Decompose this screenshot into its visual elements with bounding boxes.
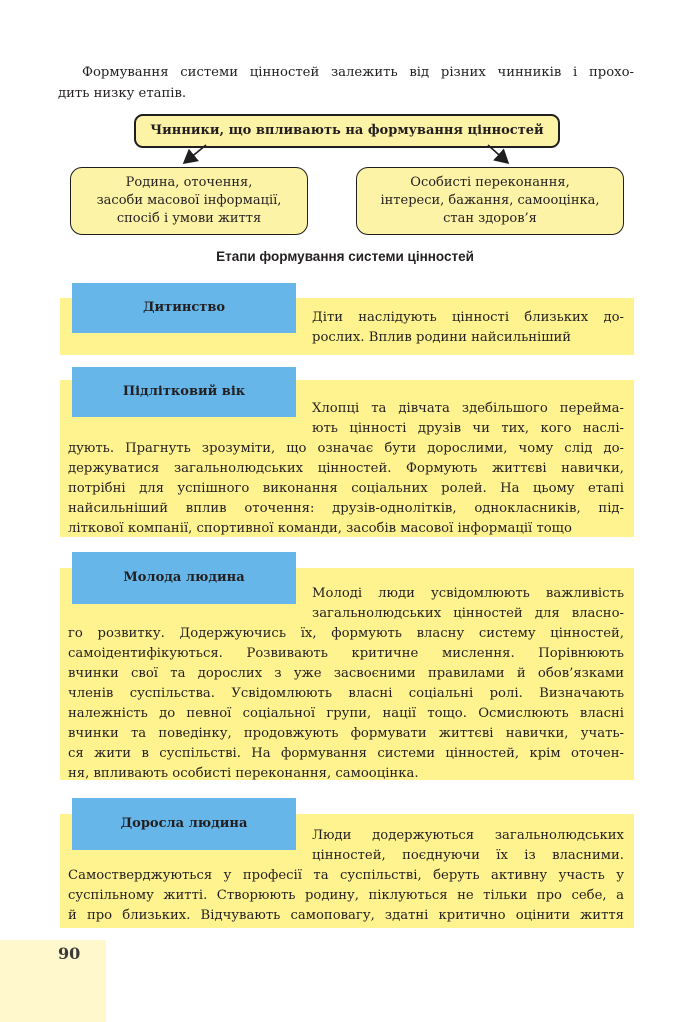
stage-line: держуватися загальнолюдських цінностей. Формують життєві навички, (68, 461, 624, 476)
factor-box-personal (356, 167, 624, 235)
factor-box-external (70, 167, 308, 235)
intro-line-2: дить низку етапів. (58, 86, 187, 101)
factor-right-line-3: стан здоров’я (443, 211, 537, 226)
stage-line: потрібні для успішного виконання соціальних ролей. На цьому етапі (68, 481, 624, 496)
factor-right-line-2: інтереси, бажання, самооцінка, (380, 193, 600, 208)
stage-line: суспільному житті. Створюють родину, піклуються не тільки про себе, а (68, 888, 624, 903)
stage-line: самоідентифікуються. Розвивають критичне мислення. Порівнюють (68, 646, 624, 661)
stage-line: рослих. Вплив родини найсильніший (312, 330, 572, 345)
stage-line: ють цінності друзів чи тих, кого наслі- (312, 421, 624, 436)
stage-line: го розвитку. Додержуючись їх, формують власну систему цінностей, (68, 626, 624, 641)
stage-line: Люди додержуються загальнолюдських (312, 828, 624, 843)
stage-line: найсильніший вплив оточення: друзів-однолітків, однокласників, під- (68, 501, 624, 516)
factor-left-line-2: засоби масової інформації, (96, 193, 282, 208)
stage-line: ня, впливають особисті переконання, самооцінка. (68, 766, 419, 781)
stage-text-adolescence-cont (68, 439, 624, 539)
stage-label-adult: Доросла людина (72, 798, 296, 850)
intro-paragraph (58, 62, 634, 104)
stage-line: дують. Прагнуть зрозуміти, що означає бути дорослими, чому слід до- (68, 441, 624, 456)
stage-label-childhood: Дитинство (72, 283, 296, 333)
stage-label-young-adult: Молода людина (72, 552, 296, 604)
factor-right-line-1: Особисті переконання, (410, 175, 570, 190)
stage-label-adolescence: Підлітковий вік (72, 367, 296, 417)
stage-line: цінностей, поєднуючи їх із власними. (312, 848, 624, 863)
factor-left-line-3: спосіб і умови життя (116, 211, 262, 226)
factors-title: Чинники, що впливають на формування цінностей (150, 123, 544, 138)
stage-line: ся жити в суспільстві. На формування системи цінностей, крім оточен- (68, 746, 624, 761)
stage-text-adult (312, 826, 624, 866)
stage-line: вчинки та поведінку, продовжують формувати життєві навички, учать- (68, 726, 624, 741)
stage-text-childhood (312, 308, 624, 348)
stage-line: загальнолюдських цінностей для власно- (312, 606, 624, 621)
factors-title-box (134, 114, 560, 148)
stage-text-young-adult (312, 584, 624, 624)
stage-line: Молоді люди усвідомлюють важливість (312, 586, 624, 601)
stage-line: Хлопці та дівчата здебільшого перейма- (312, 401, 624, 416)
stage-text-young-adult-cont (68, 624, 624, 784)
stage-line: належність до певної соціальної групи, нації тощо. Осмислюють власні (68, 706, 624, 721)
stage-line: літкової компанії, спортивної команди, засобів масової інформації тощо (68, 521, 572, 536)
stage-line: Самостверджуються у професії та суспільстві, беруть активну участь у (68, 868, 624, 883)
stage-line: й про близьких. Відчувають самоповагу, здатні критично оцінити життя (68, 908, 624, 923)
factor-left-line-1: Родина, оточення, (125, 175, 253, 190)
stages-title: Етапи формування системи цінностей (216, 249, 474, 264)
intro-line-1: Формування системи цінностей залежить від різних чинників і прохо- (82, 65, 634, 80)
stage-line: членів суспільства. Усвідомлюють власні соціальні ролі. Визначають (68, 686, 624, 701)
stage-line: Діти наслідують цінності близьких до- (312, 310, 624, 325)
page-corner (0, 940, 106, 1022)
stage-text-adolescence (312, 399, 624, 439)
page-number: 90 (58, 944, 81, 963)
stage-text-adult-cont (68, 866, 624, 926)
stage-line: вчинки свої та дорослих з уже засвоєними правилами й обов’язками (68, 666, 624, 681)
